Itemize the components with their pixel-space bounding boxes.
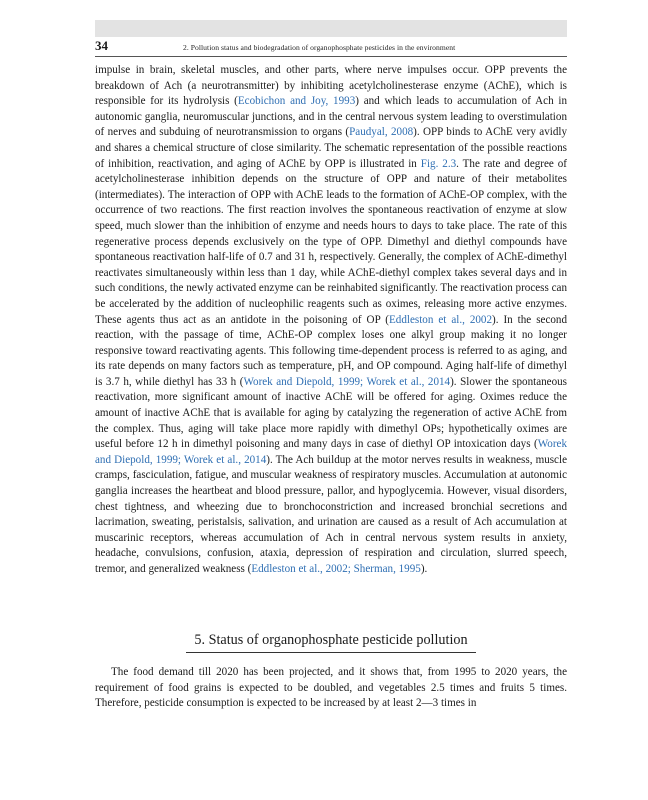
page-number: 34 [95, 38, 108, 53]
running-head [95, 38, 567, 56]
citation-link[interactable]: Paudyal, 2008 [349, 126, 414, 139]
running-title: 2. Pollution status and biodegradation of organophosphate pesticides in the environment [183, 43, 456, 52]
citation-link[interactable]: Worek and Diepold, 1999; Worek et al., 2014 [243, 375, 451, 388]
header-band [95, 20, 567, 37]
section-paragraph: The food demand till 2020 has been projected, and it shows that, from 1995 to 2020 years, the requirement of food grains is expected to be doubled, and vegetables 2.5 times and fruits 5 times. Therefore, pesticide consumption is expected to be increased by at least 2—3 times in [95, 666, 567, 710]
citation-link[interactable]: Ecobichon and Joy, 1993 [237, 95, 356, 108]
text-run: ). In the second reaction, with the passage of time, AChE-OP complex loses one alkyl group making it no longer responsive toward reactivating agents. This following time-dependent process is referred to as aging, and its rate depends on many factors such as temperature, pH, and OP compound. Aging half-life of dimethyl is 3.7 h, while diethyl has 33 h ( [95, 313, 568, 388]
section-title: 5. Status of organophosphate pesticide pollution [186, 632, 475, 653]
text-run: . The rate and degree of acetylcholinesterase inhibition depends on the structure of OPP and nature of their metabolites (intermediates). The interaction of OPP with AChE leads to the formation of AChE-OP complex, with the occurrence of two reactions. The first reaction involves the spontaneous reactivation of enzyme at slow speed, much slower than the inhibition of enzyme and needs hours to days to take place. The rate of this regenerative process depends exclusively on the type of OPP. Dimethyl and diethyl compounds have spontaneous reactivation half-life of 0.7 and 31 h, respectively. Generally, the complex of AChE-dimethyl reactivates simultaneously within less than 1 day, while AChE-diethyl complex takes several days and in such conditions, the newly activated enzyme can be reinhabited significantly. The reactivation process can be accelerated by the addition of nucleophilic reagents such as oximes, releasing more active enzymes. These agents thus act as an antidote in the poisoning of OP ( [95, 157, 567, 326]
citation-link[interactable]: Eddleston et al., 2002; Sherman, 1995 [251, 563, 421, 575]
figure-link[interactable]: Fig. 2.3 [420, 157, 457, 170]
text-run: ). [420, 563, 428, 575]
citation-link[interactable]: Eddleston et al., 2002 [389, 313, 493, 326]
text-run: ). Slower the spontaneous reactivation, more significant amount of inactive AChE will be offered for aging. Oximes reduce the amount of inactive AChE that is available for aging by catalyzing the regeneration of active AChE from the complex. Thus, aging will take place more rapidly with dimethyl OPs; hypothetically oximes are useful before 12 h in dimethyl poisoning and many days in case of diethyl OP intoxication days ( [95, 375, 568, 451]
text-run: ). The Ach buildup at the motor nerves results in weakness, muscle cramps, fasciculation, fatigue, and muscular weakness of respiratory muscles. Accumulation at autonomic ganglia increases the heartbeat and blood pressure, pallor, and hypoglycemia. However, visual disorders, chest tightness, and wheezing due to bronchoconstriction and increased bronchial secretions and lacrimation, sweating, peristalsis, salivation, and urination are caused as a result of Ach accumulation at muscarinic receptors, whereas accumulation of Ach in central nervous system results in anxiety, headache, convulsions, confusion, ataxia, depression of respiration and circulation, slurred speech, tremor, and generalized weakness ( [95, 453, 567, 575]
header-rule [95, 56, 567, 57]
section-heading [95, 631, 567, 653]
body-paragraph [95, 63, 567, 578]
text-run: ) and which leads to accumulation of Ach in autonomic ganglia, neuromuscular junctions, and in the central nervous system leading to overstimulation of nerves and subduing of neurotransmission to organs ( [95, 95, 567, 139]
body-text [95, 63, 567, 578]
citation-link[interactable]: Worek and Diepold, 1999; Worek et al., 2014 [95, 438, 567, 466]
section-body [95, 665, 567, 712]
text-run: impulse in brain, skeletal muscles, and other parts, where nerve impulses occur. OPP prevents the breakdown of Ach (a neurotransmitter) by inhibiting acetylcholinesterase enzyme (AChE), which is responsible for its hydrolysis ( [95, 64, 567, 108]
text-run: ). OPP binds to AChE very avidly and shares a chemical structure of close similarity. The schematic representation of the possible reactions of inhibition, reactivation, and aging of AChE by OPP is illustrated in [95, 126, 567, 170]
